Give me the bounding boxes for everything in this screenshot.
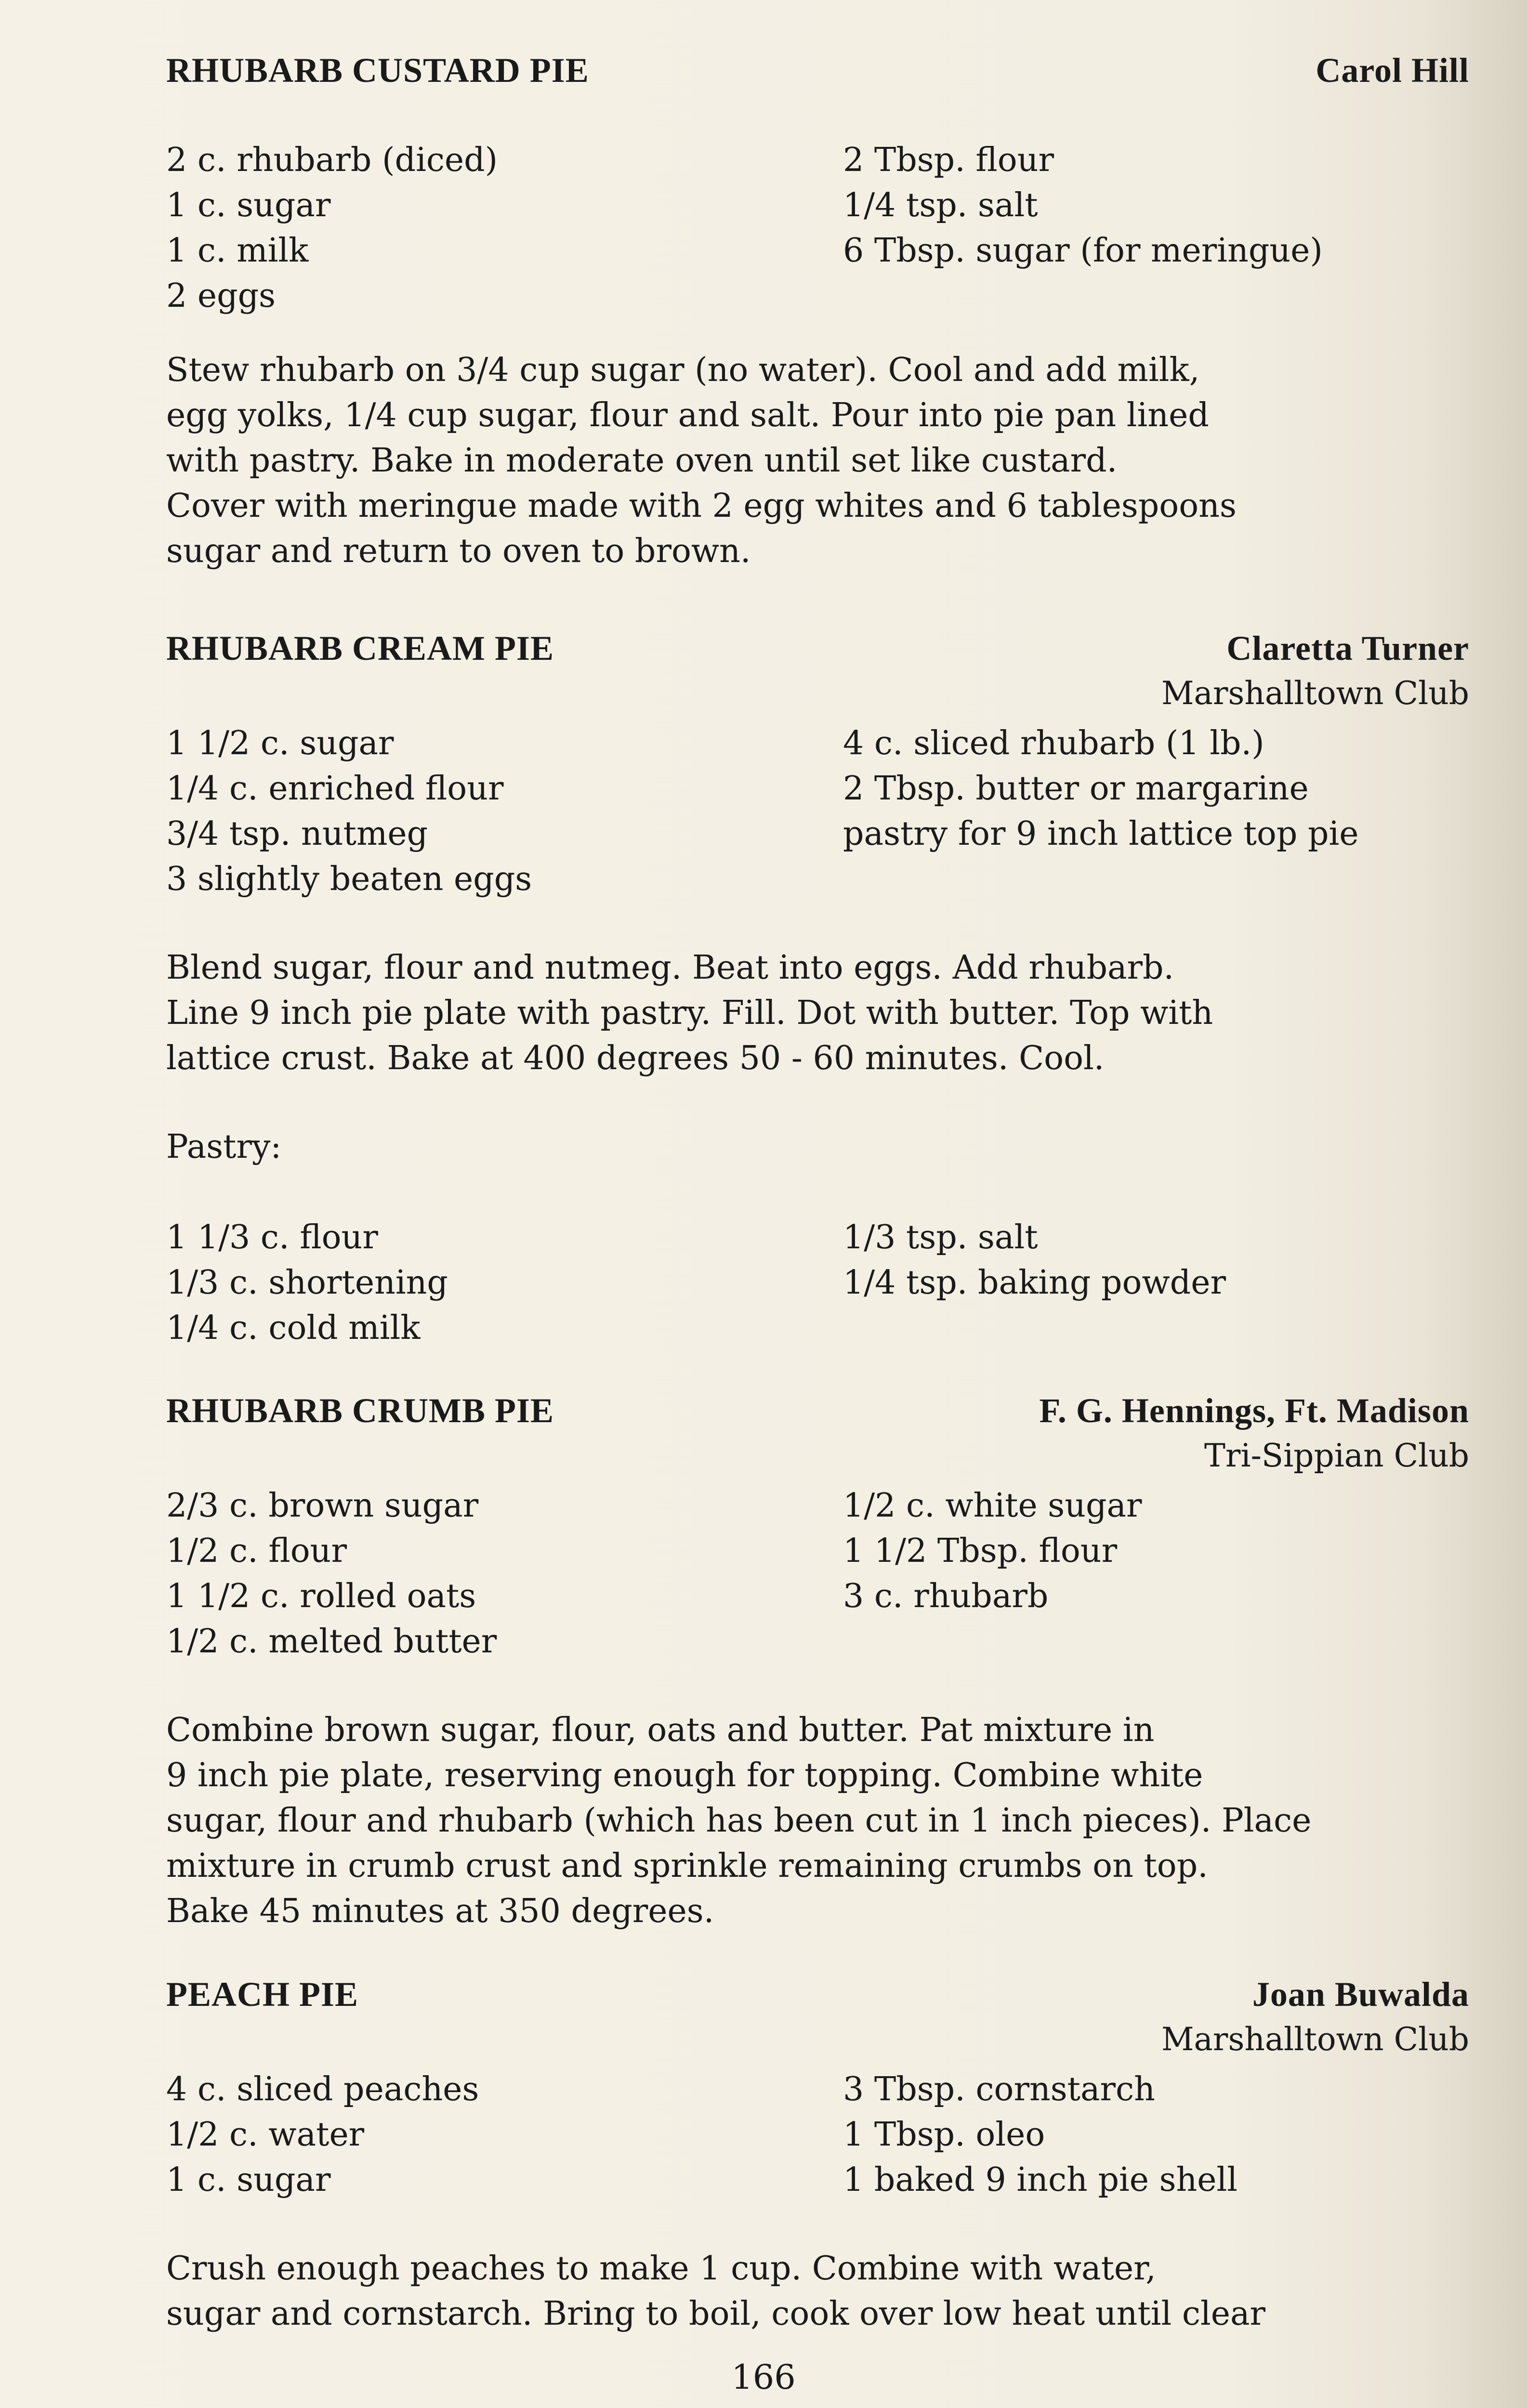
- recipe-header: [166, 628, 1469, 675]
- ingredient-item: 6 Tbsp. sugar (for meringue): [843, 232, 1323, 270]
- ingredient-item: 3 Tbsp. cornstarch: [843, 2070, 1155, 2108]
- ingredient-item: 2 Tbsp. flour: [843, 141, 1054, 179]
- recipe-rhubarb-custard-pie: [166, 51, 1469, 574]
- ingredient-item: 1/3 c. shortening: [166, 1264, 448, 1302]
- ingredient-item: 1 c. sugar: [166, 186, 331, 224]
- recipe-instructions: Combine brown sugar, flour, oats and butter. Pat mixture in 9 inch pie plate, reserving enough for topping. Combine white sugar, flour and rhubarb (which has been cut in 1 inch pieces). Place mixture in crumb crust and sprinkle remaining crumbs on top. Bake 45 minutes at 350 degrees.: [166, 1711, 1312, 1930]
- ingredient-item: 1 c. sugar: [166, 2161, 331, 2199]
- recipe-author: Joan Buwalda: [1252, 1975, 1469, 2014]
- ingredient-item: 1 baked 9 inch pie shell: [843, 2161, 1238, 2199]
- ingredient-item: 1 1/3 c. flour: [166, 1218, 378, 1256]
- recipe-rhubarb-crumb-pie: [166, 1391, 1469, 1934]
- pastry-right-column: [843, 1215, 1469, 1351]
- pastry-label: Pastry:: [166, 1128, 282, 1166]
- ingredient-item: 1 c. milk: [166, 232, 309, 270]
- ingredient-item: 1/4 tsp. baking powder: [843, 1264, 1226, 1302]
- ingredients-left-column: [166, 721, 843, 902]
- ingredient-item: 1/3 tsp. salt: [843, 1218, 1038, 1256]
- ingredients-right-column: [843, 138, 1469, 319]
- recipe-title: RHUBARB CUSTARD PIE: [166, 51, 589, 90]
- ingredient-list: [166, 2067, 1469, 2203]
- ingredient-item: 1/4 c. cold milk: [166, 1309, 421, 1347]
- recipe-author: F. G. Hennings, Ft. Madison: [1039, 1391, 1469, 1430]
- recipe-title: PEACH PIE: [166, 1975, 359, 2014]
- ingredient-item: 2 eggs: [166, 277, 276, 315]
- ingredient-item: 2/3 c. brown sugar: [166, 1487, 479, 1525]
- ingredients-left-column: [166, 1483, 843, 1664]
- page-number: 166: [731, 2357, 796, 2397]
- recipe-instructions: Stew rhubarb on 3/4 cup sugar (no water). Cool and add milk, egg yolks, 1/4 cup sugar, flour and salt. Pour into pie pan lined with pastry. Bake in moderate oven until set like custard. Cover with meringue made with 2 egg whites and 6 tablespoons sugar and return to oven to brown.: [166, 351, 1237, 570]
- ingredient-item: 2 Tbsp. butter or margarine: [843, 770, 1309, 808]
- ingredient-item: 1/4 tsp. salt: [843, 186, 1038, 224]
- ingredients-right-column: [843, 721, 1469, 902]
- pastry-ingredient-list: [166, 1215, 1469, 1351]
- recipe-title: RHUBARB CREAM PIE: [166, 629, 554, 667]
- ingredients-right-column: [843, 1483, 1469, 1664]
- ingredient-list: [166, 721, 1469, 902]
- ingredient-item: 1 Tbsp. oleo: [843, 2116, 1045, 2154]
- ingredient-item: 1 1/2 c. sugar: [166, 724, 394, 762]
- recipe-club: Marshalltown Club: [1161, 2021, 1469, 2058]
- ingredient-item: 1/2 c. white sugar: [843, 1487, 1142, 1525]
- ingredient-list: [166, 1483, 1469, 1664]
- recipe-instructions: Blend sugar, flour and nutmeg. Beat into eggs. Add rhubarb. Line 9 inch pie plate with pastry. Fill. Dot with butter. Top with lattice crust. Bake at 400 degrees 50 - 60 minutes. Cool.: [166, 949, 1213, 1077]
- recipe-title: RHUBARB CRUMB PIE: [166, 1391, 554, 1430]
- ingredient-item: 1/4 c. enriched flour: [166, 770, 504, 808]
- ingredient-list: [166, 138, 1469, 319]
- ingredient-item: 3/4 tsp. nutmeg: [166, 815, 428, 853]
- ingredient-item: 1/2 c. flour: [166, 1532, 347, 1570]
- recipe-club: Marshalltown Club: [1161, 675, 1469, 712]
- ingredients-right-column: [843, 2067, 1469, 2203]
- recipe-club: Tri-Sippian Club: [1204, 1437, 1469, 1474]
- ingredient-item: pastry for 9 inch lattice top pie: [843, 815, 1359, 853]
- recipe-author: Carol Hill: [1316, 51, 1469, 90]
- ingredient-item: 3 c. rhubarb: [843, 1577, 1049, 1615]
- recipe-header: [166, 1391, 1469, 1437]
- recipe-header: [166, 1975, 1469, 2021]
- pastry-left-column: [166, 1215, 843, 1351]
- ingredient-item: 2 c. rhubarb (diced): [166, 141, 498, 179]
- recipe-instructions: Crush enough peaches to make 1 cup. Combine with water, sugar and cornstarch. Bring to boil, cook over low heat until clear: [166, 2250, 1265, 2333]
- ingredient-item: 3 slightly beaten eggs: [166, 860, 532, 898]
- ingredient-item: 1 1/2 Tbsp. flour: [843, 1532, 1118, 1570]
- ingredient-item: 1/2 c. water: [166, 2116, 365, 2154]
- recipe-header: [166, 51, 1469, 97]
- ingredient-item: 1/2 c. melted butter: [166, 1623, 497, 1661]
- ingredients-left-column: [166, 138, 843, 319]
- ingredient-item: 4 c. sliced peaches: [166, 2070, 479, 2108]
- recipe-author: Claretta Turner: [1226, 629, 1469, 667]
- recipe-rhubarb-cream-pie: [166, 628, 1469, 1351]
- ingredient-item: 4 c. sliced rhubarb (1 lb.): [843, 724, 1264, 762]
- recipe-peach-pie: [166, 1975, 1469, 2337]
- ingredient-item: 1 1/2 c. rolled oats: [166, 1577, 476, 1615]
- ingredients-left-column: [166, 2067, 843, 2203]
